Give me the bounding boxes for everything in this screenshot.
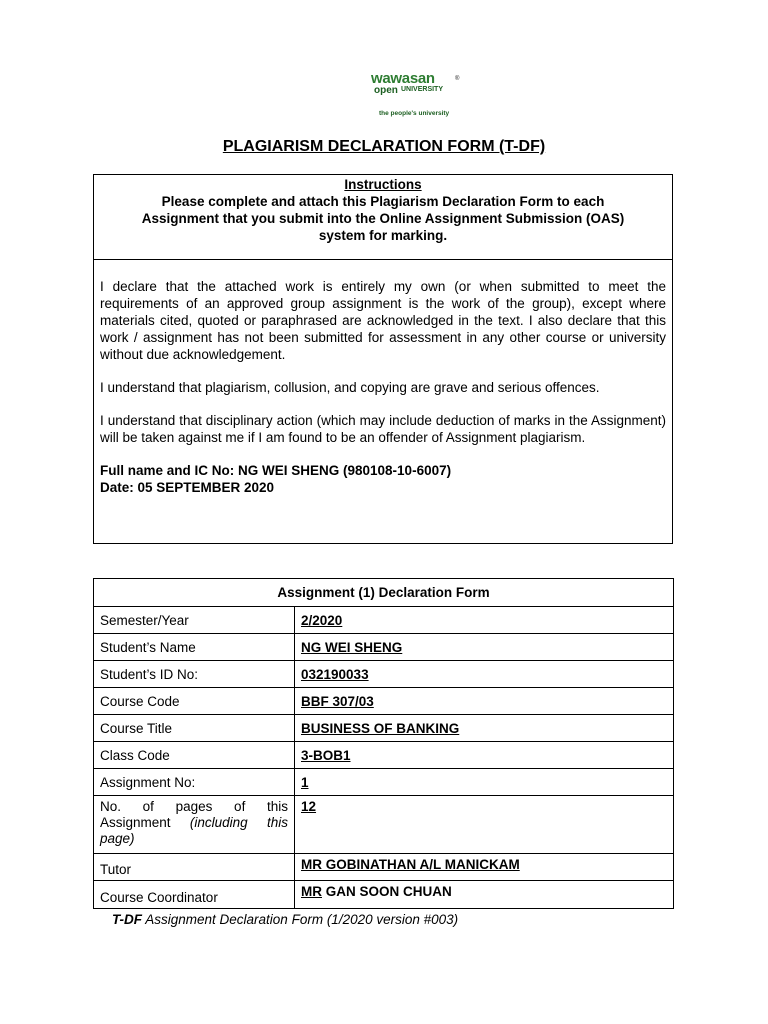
table-row: [94, 742, 674, 769]
row-label: Semester/Year: [94, 607, 295, 634]
row-label: Assignment No:: [94, 769, 295, 796]
row-label: Student’s Name: [94, 634, 295, 661]
row-value: MR GOBINATHAN A/L MANICKAM: [295, 854, 674, 881]
table-row: [94, 634, 674, 661]
row-value: BBF 307/03: [295, 688, 674, 715]
date-line: Date: 05 SEPTEMBER 2020: [100, 480, 275, 495]
logo-registered-mark: ®: [455, 76, 460, 82]
coordinator-name: GAN SOON CHUAN: [322, 884, 452, 899]
table-heading: Assignment (1) Declaration Form: [94, 579, 674, 607]
page-title: PLAGIARISM DECLARATION FORM (T-DF): [222, 138, 546, 155]
instructions-section: [94, 175, 672, 260]
row-value: 12: [295, 796, 674, 854]
logo-word-wawasan: wawasan: [371, 70, 435, 87]
row-value: 3-BOB1: [295, 742, 674, 769]
declaration-paragraph-1: I declare that the attached work is entirely my own (or when submitted to meet the requirements of an approved group assignment is the work of the group), except where materials cited, quoted or paraphrased are acknowledged in the text. I also declare that this work / assignment has not been submitted for assessment in any other course or university without due acknowledgement.: [100, 279, 666, 362]
instructions-line-3: system for marking.: [318, 228, 448, 243]
row-value: [295, 881, 674, 909]
table-row: [94, 854, 674, 881]
instructions-line-1: Please complete and attach this Plagiarism Declaration Form to each: [161, 194, 605, 209]
table-row: [94, 769, 674, 796]
table-row: [94, 715, 674, 742]
instructions-line-2: Assignment that you submit into the Online Assignment Submission (OAS): [141, 211, 625, 226]
declaration-paragraph-2: I understand that plagiarism, collusion, and copying are grave and serious offences.: [100, 380, 600, 395]
row-value: 032190033: [295, 661, 674, 688]
pages-label-note: (including this page): [100, 815, 288, 846]
table-row: [94, 661, 674, 688]
logo-word-university: UNIVERSITY: [401, 86, 444, 93]
row-label: [94, 796, 295, 854]
row-value: 1: [295, 769, 674, 796]
row-label: Course Code: [94, 688, 295, 715]
table-row: [94, 688, 674, 715]
row-label: Tutor: [94, 854, 295, 881]
fullname-ic-line: Full name and IC No: NG WEI SHENG (980108-10-6007): [100, 463, 452, 478]
table-row: [94, 881, 674, 909]
table-row: [94, 607, 674, 634]
instructions-heading: Instructions: [344, 177, 422, 192]
coordinator-title: MR: [301, 884, 322, 899]
declaration-body: [94, 260, 672, 496]
row-value: NG WEI SHENG: [295, 634, 674, 661]
row-label: Student’s ID No:: [94, 661, 295, 688]
assignment-declaration-table: [93, 578, 674, 909]
declaration-paragraph-3: I understand that disciplinary action (which may include deduction of marks in the Assignment) will be taken against me if I am found to be an offender of Assignment plagiarism.: [100, 413, 666, 445]
row-label: Class Code: [94, 742, 295, 769]
logo-word-open: open: [374, 85, 398, 96]
pages-label-main: No. of pages of this Assignment: [100, 799, 288, 830]
footer-text: Assignment Declaration Form (1/2020 version #003): [142, 912, 459, 927]
university-logo: [371, 70, 471, 122]
form-code: T-DF: [112, 912, 142, 927]
row-label: Course Coordinator: [94, 881, 295, 909]
table-heading-row: [94, 579, 674, 607]
row-value: 2/2020: [295, 607, 674, 634]
table-row: [94, 796, 674, 854]
declaration-box: [93, 174, 673, 544]
row-value: BUSINESS OF BANKING: [295, 715, 674, 742]
row-label: Course Title: [94, 715, 295, 742]
form-footer: [112, 912, 458, 927]
logo-tagline: the people's university: [379, 110, 450, 117]
